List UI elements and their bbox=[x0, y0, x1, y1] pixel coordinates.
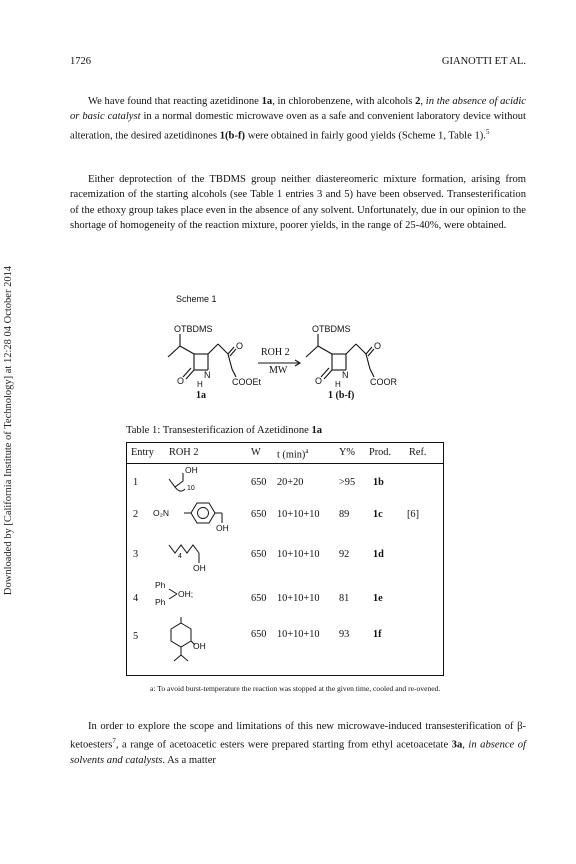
product-n: N bbox=[342, 370, 349, 380]
para3-text: , bbox=[462, 739, 469, 751]
reactant-n: N bbox=[204, 370, 211, 380]
reactant-h: H bbox=[197, 380, 203, 389]
table-caption-compound: 1a bbox=[311, 425, 323, 436]
para3-emphasis: in absence of solvents and catalysts bbox=[70, 739, 527, 767]
structure-diphenylmethanol bbox=[151, 579, 241, 613]
row-time: 10+10+10 bbox=[277, 629, 320, 640]
row-product: 1b bbox=[373, 477, 384, 488]
row-yield: >95 bbox=[339, 477, 356, 488]
product-h: H bbox=[335, 380, 341, 389]
running-header bbox=[70, 56, 526, 67]
structure-nitrobenzyl-alcohol bbox=[151, 499, 245, 537]
row-time: 10+10+10 bbox=[277, 593, 320, 604]
product-ketone-o: O bbox=[374, 341, 382, 351]
citation-7: 7 bbox=[112, 737, 116, 746]
table-row bbox=[127, 465, 443, 495]
scheme-drawing bbox=[150, 294, 450, 419]
para1-text: We have found that reacting azetidinone bbox=[88, 96, 262, 107]
row-entry: 4 bbox=[133, 593, 139, 604]
r4-oh: OH; bbox=[178, 589, 194, 599]
reactant-otbdms: OTBDMS bbox=[174, 324, 213, 334]
scheme-1 bbox=[150, 294, 450, 419]
para3-text: . As a matter bbox=[162, 755, 216, 767]
download-watermark bbox=[0, 200, 18, 660]
row-watt: 650 bbox=[251, 549, 267, 560]
para1-emphasis: in the absence of acidic or basic catalyst bbox=[70, 96, 527, 123]
row-time: 10+10+10 bbox=[277, 549, 320, 560]
table-row bbox=[127, 499, 443, 533]
row-yield: 93 bbox=[339, 629, 350, 640]
product-label: 1 (b-f) bbox=[328, 390, 355, 401]
row-entry: 2 bbox=[133, 509, 139, 520]
table-row bbox=[127, 579, 443, 609]
download-watermark-text: Downloaded by [California Institute of Technology] at 12:28 04 October 2014 bbox=[3, 265, 15, 595]
header-ref: Ref. bbox=[409, 447, 427, 458]
row-time: 20+20 bbox=[277, 477, 304, 488]
scheme-title: Scheme 1 bbox=[176, 294, 217, 304]
row-yield: 89 bbox=[339, 509, 350, 520]
para3-text: , a range of acetoacetic esters were prepared starting from ethyl acetoacetate bbox=[115, 739, 452, 751]
row-product: 1e bbox=[373, 593, 383, 604]
row-entry: 5 bbox=[133, 631, 139, 642]
header-time-footnote: a bbox=[305, 447, 309, 455]
reactant-label: 1a bbox=[196, 390, 206, 401]
table-row bbox=[127, 617, 443, 671]
para3-text: In order to explore the scope and limitations of this new microwave-induced transesterification of β-ketoesters bbox=[70, 721, 526, 751]
table-row bbox=[127, 539, 443, 573]
reactant-ester: COOEt bbox=[232, 377, 262, 387]
product-carbonyl-o: O bbox=[315, 376, 323, 386]
table-caption bbox=[126, 425, 322, 436]
table-footnote: a: To avoid burst-temperature the reaction was stopped at the given time, cooled and re-ovened. bbox=[150, 684, 441, 693]
structure-decanol bbox=[151, 465, 241, 499]
paragraph-2 bbox=[70, 172, 526, 233]
row-watt: 650 bbox=[251, 477, 267, 488]
table-caption-text: Table 1: Transesterificazion of Azetidinone bbox=[126, 425, 312, 436]
row-watt: 650 bbox=[251, 629, 267, 640]
para1-text: , bbox=[420, 96, 424, 107]
r2-nitro: O₂N bbox=[153, 508, 170, 518]
row-ref: [6] bbox=[407, 509, 420, 520]
compound-3a-ref: 3a bbox=[451, 739, 463, 751]
r4-phenyl-2: Ph bbox=[155, 597, 166, 607]
row-yield: 81 bbox=[339, 593, 350, 604]
row-entry: 1 bbox=[133, 477, 139, 488]
para1-text: , in chlorobenzene, with alcohols bbox=[272, 96, 416, 107]
structure-nitrobenzyl-drawing bbox=[151, 499, 245, 537]
compound-1a-ref: 1a bbox=[261, 96, 273, 107]
reactant-ketone-o: O bbox=[236, 341, 244, 351]
compound-2-ref: 2 bbox=[415, 96, 421, 107]
para1-text: in a normal domestic microwave oven as a safe and convenient laboratory device without alteration, the desired azetidinones bbox=[70, 111, 526, 142]
r3-subscript: 4 bbox=[178, 553, 182, 560]
r5-oh: OH bbox=[193, 641, 206, 651]
running-title: GIANOTTI ET AL. bbox=[441, 56, 526, 67]
row-product: 1c bbox=[373, 509, 383, 520]
r1-subscript: 10 bbox=[187, 485, 195, 492]
row-entry: 3 bbox=[133, 549, 139, 560]
reactant-carbonyl-o: O bbox=[177, 376, 185, 386]
condition-mw: MW bbox=[269, 365, 288, 376]
r3-oh: OH bbox=[193, 563, 206, 573]
r4-phenyl-1: Ph bbox=[155, 580, 166, 590]
header-product: Prod. bbox=[369, 447, 392, 458]
para2-text: Either deprotection of the TBDMS group neither diastereomeric mixture formation, arising from racemization of the starting alcohols (see Table 1 entries 3 and 5) have been observed. Transesterification of the ethoxy group takes place even in the absence of any solvent. Unfortunately, due in our opinion to the shortage of homogeneity of the reaction mixture, poorer yields, in the range of 25-40%, were obtained. bbox=[70, 174, 526, 231]
r1-oh: OH bbox=[185, 465, 198, 475]
header-time-label: t (min) bbox=[277, 449, 306, 461]
header-w: W bbox=[251, 447, 261, 458]
structure-octanol bbox=[151, 539, 241, 577]
header-roh: ROH 2 bbox=[169, 447, 199, 458]
header-time bbox=[277, 447, 308, 460]
compound-1bf-ref: 1(b-f) bbox=[219, 130, 246, 142]
header-yield: Y% bbox=[339, 447, 356, 458]
table-1 bbox=[126, 442, 444, 676]
citation-5: 5 bbox=[485, 127, 490, 136]
row-product: 1d bbox=[373, 549, 384, 560]
row-watt: 650 bbox=[251, 509, 267, 520]
row-yield: 92 bbox=[339, 549, 350, 560]
para1-text: were obtained in fairly good yields (Scheme 1, Table 1). bbox=[245, 130, 486, 142]
row-time: 10+10+10 bbox=[277, 509, 320, 520]
product-otbdms: OTBDMS bbox=[312, 324, 351, 334]
structure-menthol bbox=[151, 617, 241, 671]
reagent-roh: ROH 2 bbox=[261, 347, 290, 358]
product-ester: COOR bbox=[370, 377, 397, 387]
paragraph-1 bbox=[70, 94, 526, 143]
header-entry: Entry bbox=[131, 447, 154, 458]
row-product: 1f bbox=[373, 629, 382, 640]
paragraph-3 bbox=[70, 719, 526, 768]
row-watt: 650 bbox=[251, 593, 267, 604]
r2-oh: OH bbox=[216, 523, 229, 533]
table-header-row bbox=[127, 443, 443, 464]
page-number: 1726 bbox=[70, 56, 91, 67]
